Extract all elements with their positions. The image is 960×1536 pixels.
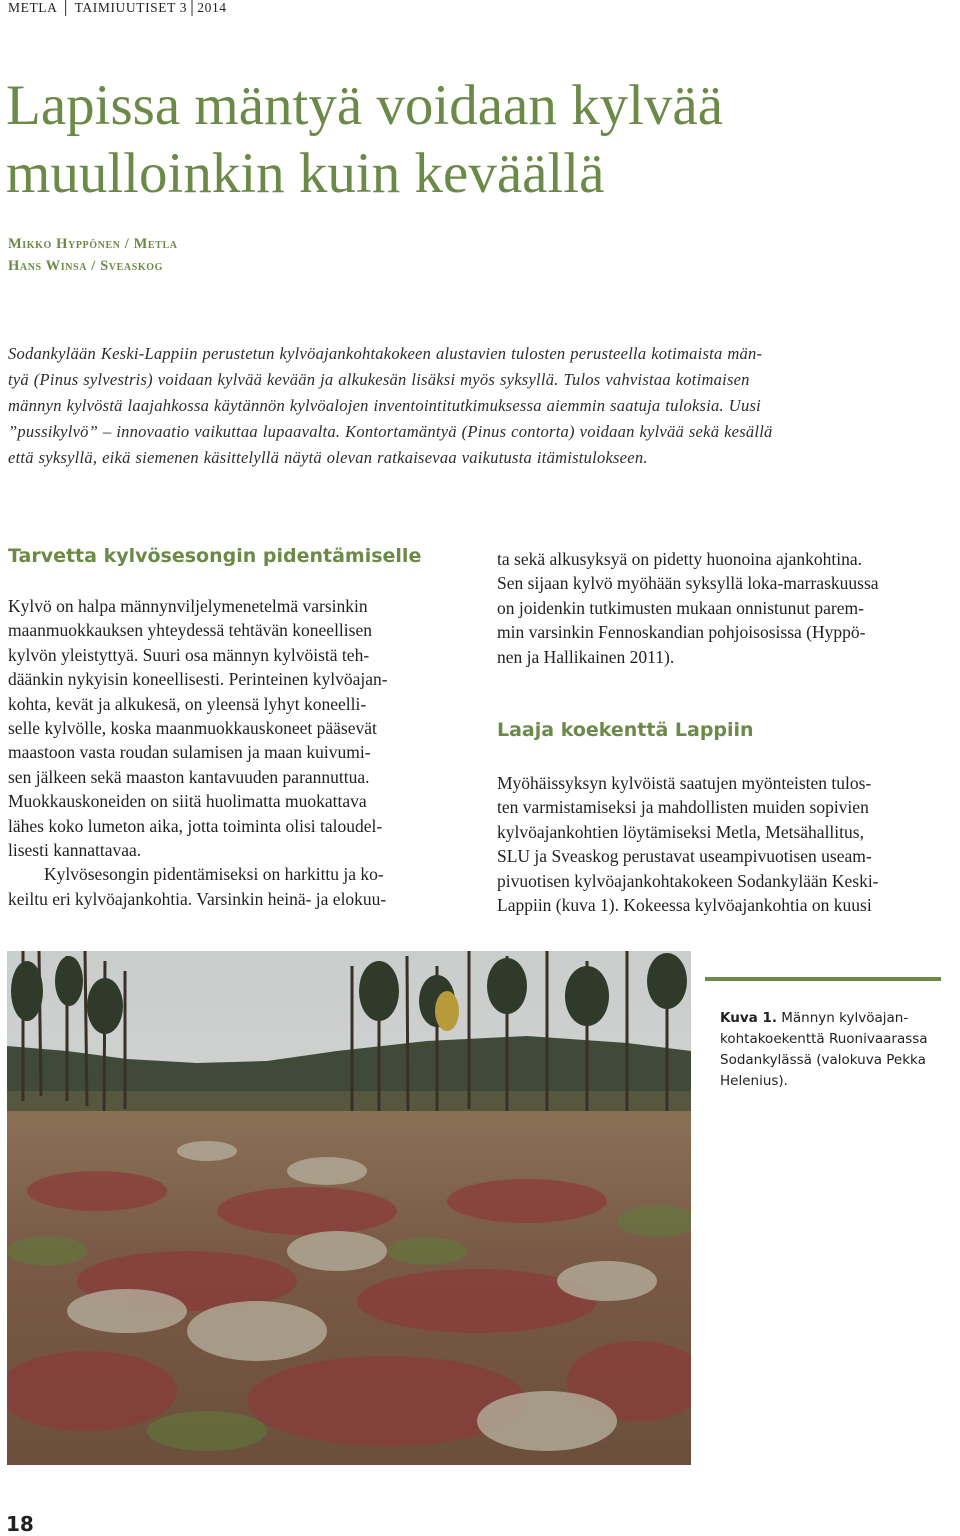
body-line: lähes koko lumeton aika, jotta toiminta olisi taloudel- xyxy=(8,815,383,836)
title-line-1: Lapissa mäntyä voidaan kylvää xyxy=(6,74,724,137)
author-2: Hans Winsa / Sveaskog xyxy=(8,258,163,274)
lead-line: männyn kylvöstä laajahkossa käytännön kylvöalojen inventointitutkimuksessa aiemmin saatuja tuloksia. Uusi xyxy=(8,396,761,415)
caption-line: Sodankylässä (valokuva Pekka xyxy=(720,1052,926,1068)
body-line: SLU ja Sveaskog perustavat useampivuotisen useam- xyxy=(497,846,872,867)
header-year: 2014 xyxy=(197,0,227,15)
caption-line: Helenius). xyxy=(720,1073,788,1089)
caption-divider xyxy=(705,977,941,981)
header-series: TAIMIUUTISET xyxy=(74,0,176,15)
body-line: Sen sijaan kylvö myöhään syksyllä loka-marraskuussa xyxy=(497,573,879,594)
body-line: däänkin nykyisin koneellisesti. Perinteinen kylvöajan- xyxy=(8,669,388,690)
figure-label: Kuva 1. xyxy=(720,1010,777,1026)
body-line: kylvön yleistyttyä. Suuri osa männyn kylvöistä teh- xyxy=(8,644,370,665)
body-line: nen ja Hallikainen 2011). xyxy=(497,646,675,667)
body-paragraph xyxy=(497,547,955,669)
section-heading-2: Laaja koekenttä Lappiin xyxy=(497,719,754,741)
body-line: Kylvösesongin pidentämiseksi on harkittu ja ko- xyxy=(44,864,384,885)
right-column-body xyxy=(497,771,955,917)
body-line: pivuotisen kylvöajankohtakokeen Sodankylään Keski- xyxy=(497,870,879,891)
page-number: 18 xyxy=(6,1512,34,1536)
body-line: keiltu eri kylvöajankohtia. Varsinkin heinä- ja elokuu- xyxy=(8,888,387,909)
right-column xyxy=(497,547,955,669)
lead-line: ”pussikylvö” – innovaatio vaikuttaa lupaavalta. Kontortamäntyä (Pinus contorta) voidaan kylvää sekä kesällä xyxy=(8,422,773,441)
body-paragraph xyxy=(8,594,456,862)
body-line: maastoon vasta roudan sulamisen ja maan kuivumi- xyxy=(8,742,371,763)
header-issue: 3 xyxy=(179,0,188,15)
body-line: Muokkauskoneiden on siitä huolimatta muokattava xyxy=(8,791,367,812)
left-column xyxy=(8,594,456,911)
body-line: ta sekä alkusyksyä on pidetty huonoina ajankohtina. xyxy=(497,549,862,569)
body-line: ten varmistamiseksi ja mahdollisten muiden sopivien xyxy=(497,797,869,818)
body-line: on joidenkin tutkimusten mukaan onnistunut parem- xyxy=(497,597,864,618)
body-line: min varsinkin Fennoskandian pohjoisosissa (Hyppö- xyxy=(497,622,866,643)
body-line: Myöhäissyksyn kylvöistä saatujen myönteisten tulos- xyxy=(497,773,872,793)
forest-photo xyxy=(7,951,691,1465)
section-heading-1: Tarvetta kylvösesongin pidentämiselle xyxy=(8,545,422,567)
body-line: sen jälkeen sekä maaston kantavuuden parannuttua. xyxy=(8,766,370,787)
header-publication: METLA xyxy=(8,0,57,15)
body-line: maanmuokkauksen yhteydessä tehtävän koneellisen xyxy=(8,620,372,641)
body-line: kohta, kevät ja alkukesä, on yleensä lyhyt koneelli- xyxy=(8,693,367,714)
body-paragraph xyxy=(497,771,955,917)
lead-line: että syksyllä, eikä siemenen käsittelyllä näytä olevan ratkaisevaa vaikutusta itämistulokseen. xyxy=(8,448,648,467)
body-line: selle kylvölle, koska maanmuokkauskoneet pääsevät xyxy=(8,718,377,739)
body-line: kylvöajankohtien löytämiseksi Metla, Metsähallitus, xyxy=(497,821,864,842)
body-line: lisesti kannattavaa. xyxy=(8,840,142,861)
body-line: Kylvö on halpa männynviljelymenetelmä varsinkin xyxy=(8,596,368,616)
lead-paragraph xyxy=(8,341,953,471)
clearcut-landscape-image xyxy=(7,951,691,1465)
running-header: METLA │ TAIMIUUTISET 3│2014 xyxy=(8,0,227,15)
article-title xyxy=(6,72,936,208)
lead-line: tyä (Pinus sylvestris) voidaan kylvää kevään ja alkukesän lisäksi myös syksyllä. Tulos vahvistaa kotimaisen xyxy=(8,370,750,389)
body-paragraph xyxy=(8,862,456,911)
figure-caption xyxy=(720,1008,960,1092)
lead-line: Sodankylään Keski-Lappiin perustetun kylvöajankohtakokeen alustavien tulosten perusteella kotimaista män- xyxy=(8,344,763,363)
body-line: Lappiin (kuva 1). Kokeessa kylvöajankohtia on kuusi xyxy=(497,895,872,916)
caption-line: kohtakoekenttä Ruonivaarassa xyxy=(720,1031,928,1047)
title-line-2: muulloinkin kuin keväällä xyxy=(6,142,605,205)
author-1: Mikko Hyppönen / Metla xyxy=(8,236,178,252)
caption-line: Männyn kylvöajan- xyxy=(781,1010,909,1026)
